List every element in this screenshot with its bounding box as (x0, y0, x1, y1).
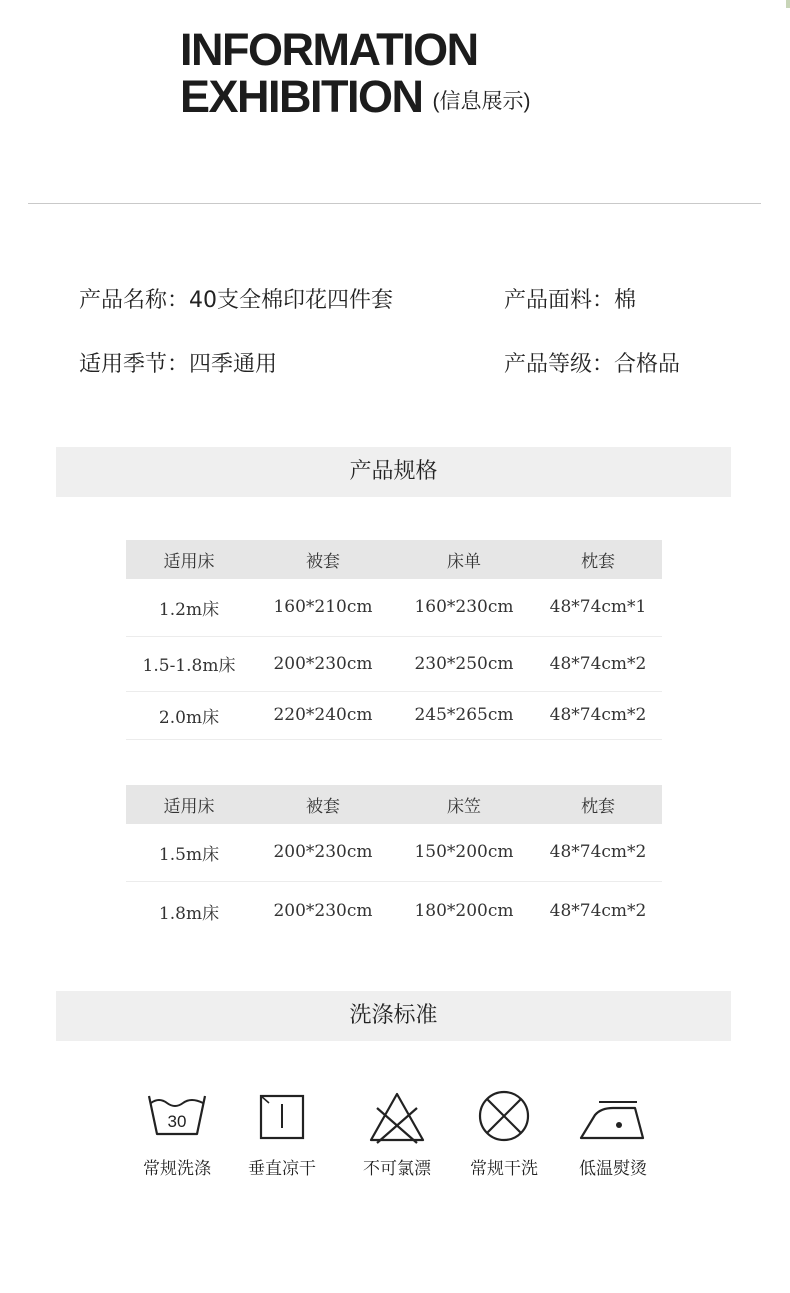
table-header-cell: 被套 (252, 785, 394, 824)
table-cell: 48*74cm*2 (534, 636, 662, 691)
table-cell: 1.2m床 (126, 579, 252, 636)
table-header-cell: 适用床 (126, 540, 252, 579)
wash-30-icon (145, 1088, 209, 1150)
table-cell: 200*230cm (273, 901, 373, 922)
care-item-dry-clean (454, 1088, 554, 1179)
table-cell: 48*74cm*2 (534, 824, 662, 881)
table-cell: 160*210cm (252, 579, 394, 636)
wash-temperature: 30 (167, 1112, 187, 1131)
low-iron-icon (577, 1088, 649, 1150)
corner-mark (786, 0, 790, 8)
table-row (126, 691, 662, 739)
table-header-cell: 床笠 (394, 785, 534, 824)
care-item-wash (127, 1088, 227, 1179)
table-header-cell: 被套 (252, 540, 394, 579)
care-item-drip-dry (232, 1088, 332, 1179)
product-fabric: 产品面料：棉 (504, 288, 637, 313)
table-cell: 48*74cm*1 (534, 579, 662, 636)
table-cell: 220*240cm (252, 691, 394, 739)
spec-table-1 (126, 540, 662, 740)
table-cell: 245*265cm (394, 691, 534, 739)
product-grade: 产品等级：合格品 (504, 352, 681, 377)
care-label: 常规洗涤 (143, 1159, 211, 1179)
no-bleach-icon (365, 1088, 429, 1150)
spec-table-2 (126, 785, 662, 941)
table-row (126, 579, 662, 636)
table-cell: 230*250cm (394, 636, 534, 691)
care-item-low-iron (563, 1088, 663, 1179)
care-section-header: 洗涤标准 (56, 991, 731, 1041)
table-cell: 150*200cm (394, 824, 534, 881)
table-row (126, 881, 662, 941)
drip-dry-icon (250, 1088, 314, 1150)
table-cell: 200*230cm (252, 636, 394, 691)
title-line-2-text: EXHIBITION (180, 71, 423, 122)
table-cell: 200*230cm (252, 824, 394, 881)
header-divider (28, 203, 761, 204)
table-cell: 160*230cm (394, 579, 534, 636)
table-cell: 1.5-1.8m床 (126, 636, 252, 691)
table-row (126, 824, 662, 881)
title-subtitle: (信息展示) (432, 90, 531, 113)
table-header-cell: 床单 (394, 540, 534, 579)
table-cell: 2.0m床 (126, 691, 252, 739)
spec-section-header: 产品规格 (56, 447, 731, 497)
table-header-cell: 适用床 (126, 785, 252, 824)
table-header-cell: 枕套 (534, 785, 662, 824)
page-title (180, 26, 531, 125)
table-row (126, 636, 662, 691)
title-line-1: INFORMATION (180, 24, 478, 75)
care-label: 不可氯漂 (363, 1159, 431, 1179)
care-label: 低温熨烫 (579, 1159, 647, 1179)
table-header-row (126, 785, 662, 824)
dry-clean-icon (472, 1088, 536, 1150)
table-cell: 1.8m床 (158, 903, 220, 924)
table-cell: 48*74cm*2 (534, 691, 662, 739)
care-label: 常规干洗 (470, 1159, 538, 1179)
product-season: 适用季节：四季通用 (79, 352, 278, 377)
table-cell: 48*74cm*2 (549, 901, 647, 922)
care-label: 垂直凉干 (248, 1159, 316, 1179)
product-name: 产品名称：40支全棉印花四件套 (79, 288, 393, 313)
title-line-2 (180, 73, 531, 125)
care-item-no-bleach (347, 1088, 447, 1179)
table-cell: 180*200cm (414, 901, 514, 922)
table-header-cell: 枕套 (534, 540, 662, 579)
table-header-row (126, 540, 662, 579)
table-cell: 1.5m床 (126, 824, 252, 881)
